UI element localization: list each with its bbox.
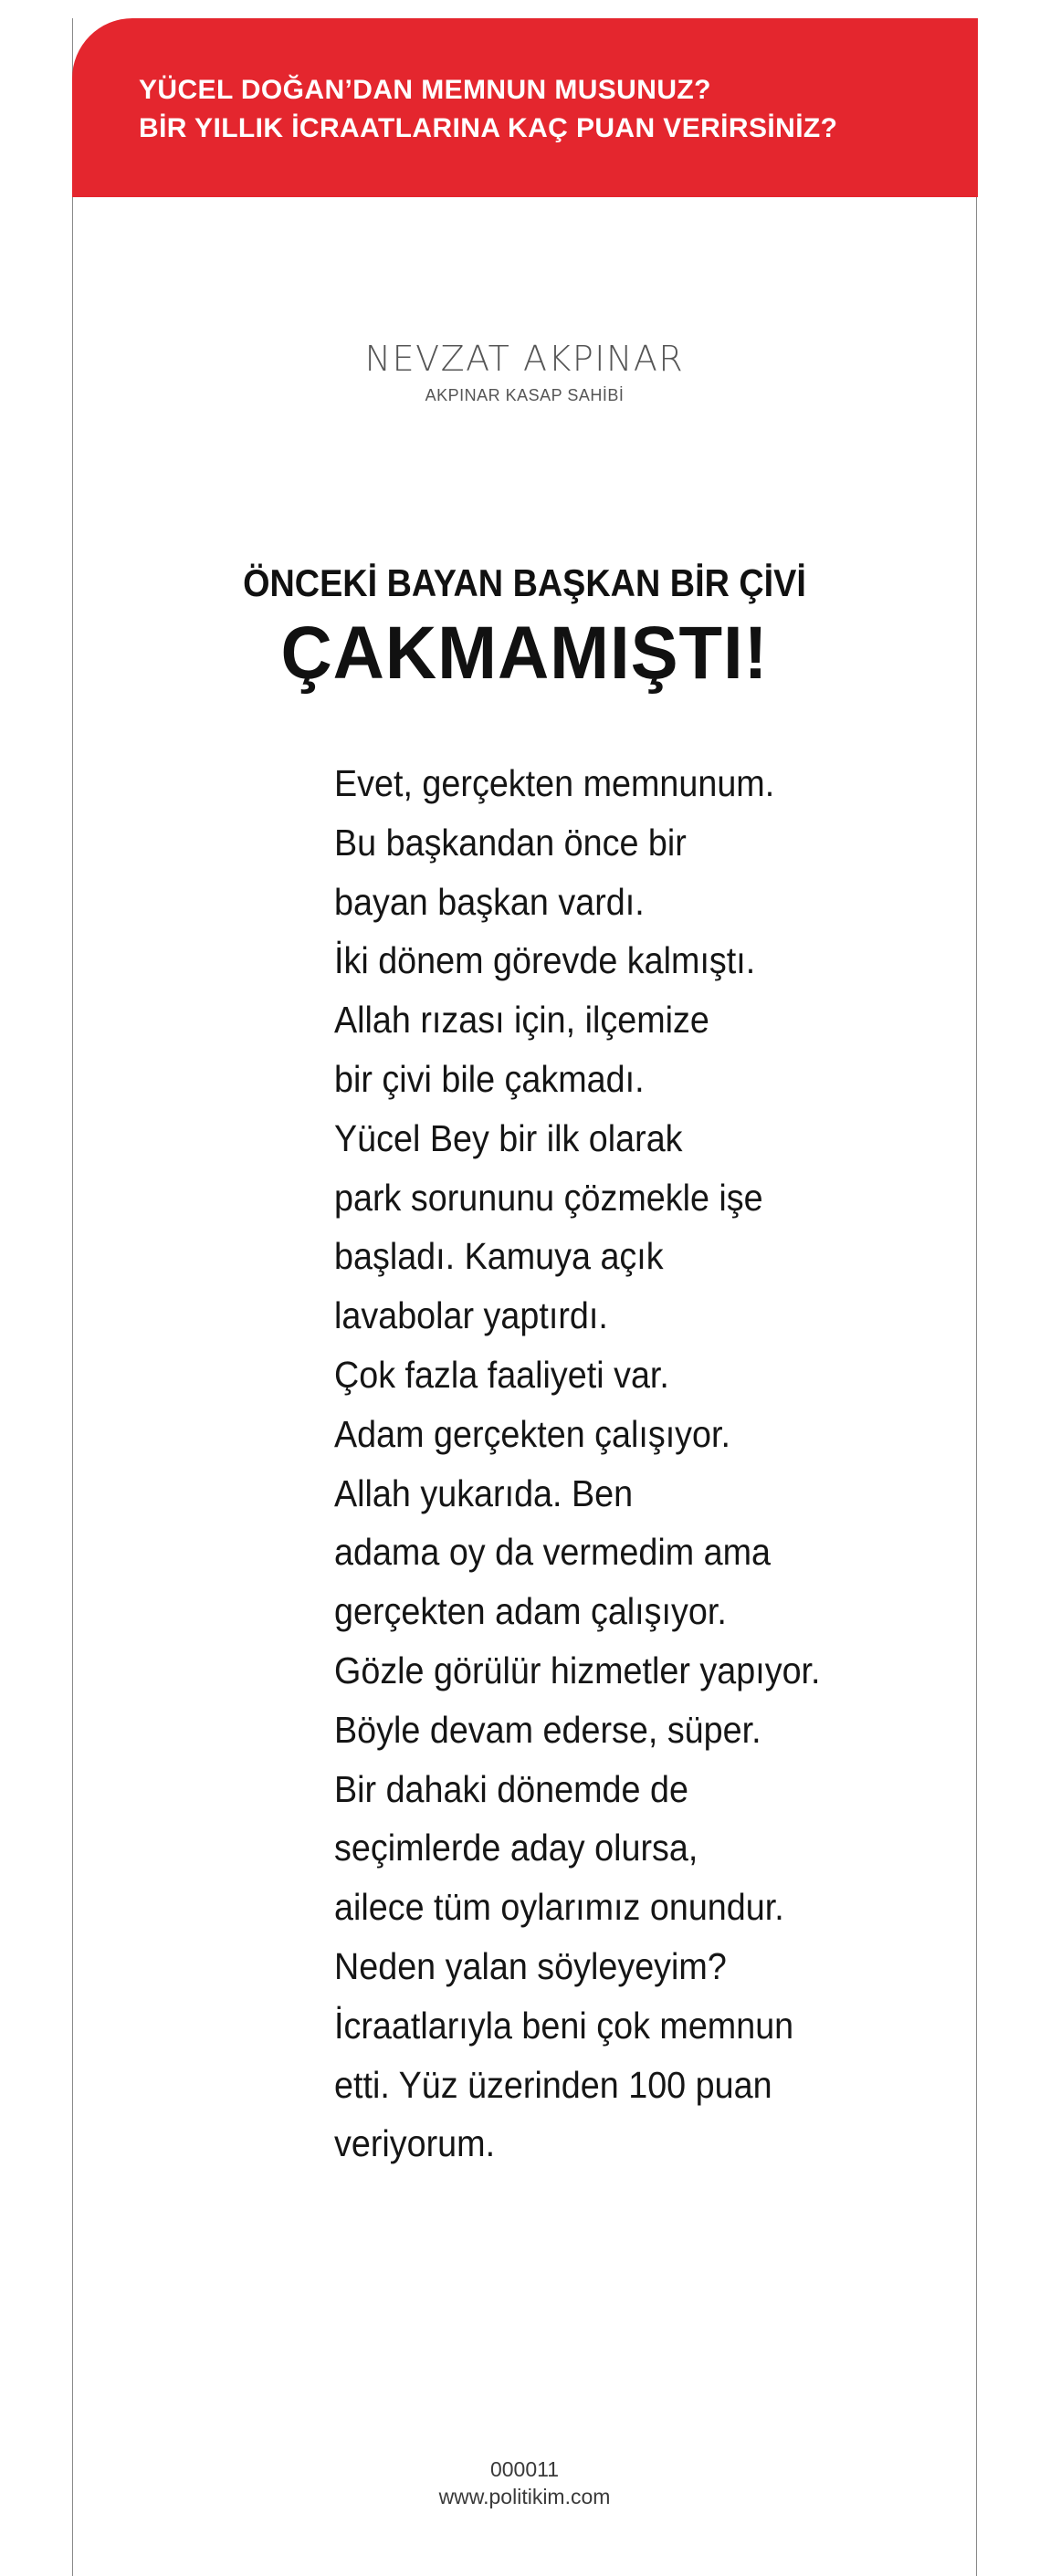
quote-line: Bu başkandan önce bir (334, 821, 687, 864)
headline-main: ÇAKMAMIŞTI! (280, 612, 769, 695)
quote-line: İcraatlarıyla beni çok memnun (334, 2004, 794, 2047)
website-url: www.politikim.com (438, 2485, 611, 2508)
quote-line: etti. Yüz üzerinden 100 puan (334, 2063, 772, 2106)
page-code: 000011 (489, 2457, 560, 2481)
quote-line: Allah yukarıda. Ben (334, 1471, 634, 1514)
quote-line: bir çivi bile çakmadı. (334, 1057, 645, 1100)
headline (72, 559, 977, 696)
quote-line: İki dönem görevde kalmıştı. (334, 939, 756, 982)
quote-line: Bir dahaki dönemde de (334, 1767, 688, 1810)
quote-line: Allah rızası için, ilçemize (334, 999, 709, 1042)
interviewee-title: AKPINAR KASAP SAHİBİ (425, 386, 625, 404)
quote-line: Gözle görülür hizmetler yapıyor. (334, 1649, 821, 1691)
quote-line: bayan başkan vardı. (334, 880, 645, 923)
quote-line: Böyle devam ederse, süper. (334, 1708, 761, 1751)
header-banner (72, 18, 978, 197)
quote-line: gerçekten adam çalışıyor. (334, 1590, 727, 1633)
quote-line: başladı. Kamuya açık (334, 1235, 664, 1278)
quote-line: ailece tüm oylarımız onundur. (334, 1886, 784, 1929)
quote-line: Adam gerçekten çalışıyor. (334, 1412, 730, 1455)
quote-line: Çok fazla faaliyeti var. (334, 1353, 669, 1396)
headline-kicker: ÖNCEKİ BAYAN BAŞKAN BİR ÇİVİ (243, 561, 806, 604)
footer (72, 2456, 977, 2510)
quote-line: veriyorum. (334, 2122, 496, 2165)
interviewee-name: NEVZAT AKPINAR (364, 339, 685, 379)
quote-line: adama oy da vermedim ama (334, 1531, 772, 1574)
header-question-line: YÜCEL DOĞAN’DAN MEMNUN MUSUNUZ? (139, 75, 711, 105)
quote-line: lavabolar yaptırdı. (334, 1294, 608, 1337)
header-question-line: BİR YILLIK İCRAATLARINA KAÇ PUAN VERİRSİNİZ? (139, 113, 838, 143)
quote-line: Evet, gerçekten memnunum. (334, 762, 775, 804)
quote-line: Neden yalan söyleyeyim? (334, 1944, 727, 1987)
quote-line: park sorununu çözmekle işe (334, 1176, 763, 1219)
quote-body (334, 754, 900, 2173)
quote-line: seçimlerde aday olursa, (334, 1827, 698, 1869)
quote-line: Yücel Bey bir ilk olarak (334, 1116, 683, 1159)
interviewee-block (72, 338, 977, 405)
